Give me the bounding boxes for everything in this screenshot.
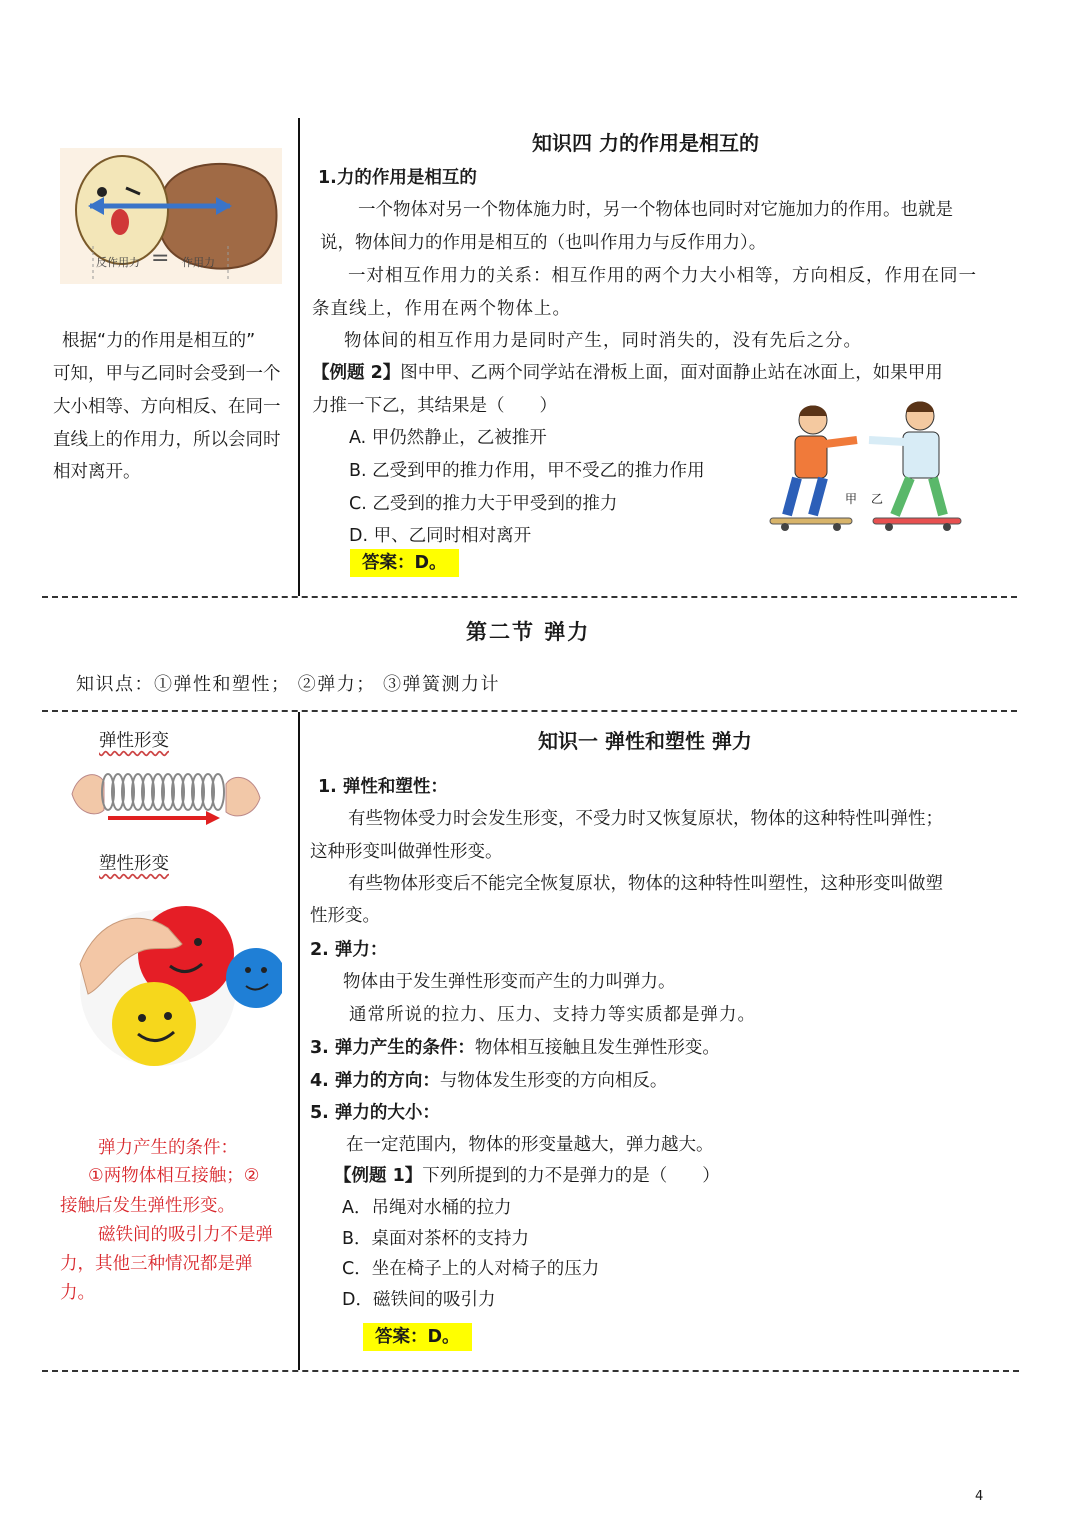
knowledge1-p1-line1: 有些物体受力时会发生形变，不受力时又恢复原状，物体的这种特性叫弹性； (348, 809, 943, 829)
left-note-line-1: 弹力产生的条件： (98, 1138, 238, 1158)
knowledge1-heading-4: 4. 弹力的方向： (310, 1071, 440, 1091)
side-note-line-4: 直线上的作用力，所以会同时 (53, 430, 281, 450)
skateboard-kids-illustration (765, 400, 970, 535)
example1-option-a: A．吊绳对水桶的拉力 (342, 1198, 512, 1218)
side-note-line-5: 相对离开。 (53, 462, 141, 482)
kid-jia-label: 甲 (845, 492, 858, 506)
example2-tag: 【例题 2】 (312, 363, 401, 383)
knowledge1-p3: 物体由于发生弹性形变而产生的力叫弹力。 (343, 972, 676, 992)
knowledge1-heading-5: 5. 弹力的大小： (310, 1103, 440, 1123)
knowledge1-heading-4-row (310, 1069, 667, 1093)
example2-text-line1: 图中甲、乙两个同学站在滑板上面，面对面静止站在冰面上，如果甲用 (400, 363, 943, 383)
squeeze-balls-illustration (78, 898, 282, 1066)
divider-vertical-bottom (298, 712, 300, 1370)
section4-para2-line1: 一对相互作用力的关系：相互作用的两个力大小相等，方向相反，作用在同一 (348, 266, 977, 286)
action-reaction-illustration (60, 148, 282, 284)
knowledge1-p4: 通常所说的拉力、压力、支持力等实质都是弹力。 (349, 1005, 756, 1025)
example2-option-c: C. 乙受到的推力大于甲受到的推力 (349, 494, 618, 514)
example2-text-line2: 力推一下乙，其结果是（ ） (312, 396, 557, 416)
knowledge1-heading-3: 3. 弹力产生的条件： (310, 1038, 475, 1058)
knowledge1-p2-line2: 性形变。 (310, 906, 380, 926)
side-note-line-1: 根据“力的作用是相互的” (62, 331, 256, 351)
example2-answer: 答案：D。 (350, 549, 459, 577)
example1-question (334, 1164, 720, 1188)
divider-vertical-top (298, 118, 300, 596)
left-note-line-4: 磁铁间的吸引力不是弹 (98, 1225, 273, 1245)
example1-text: 下列所提到的力不是弹力的是（ ） (422, 1166, 720, 1186)
left-note-line-6: 力。 (60, 1283, 95, 1303)
knowledge1-p5: 在一定范围内，物体的形变量越大，弹力越大。 (346, 1135, 714, 1155)
example2-option-b: B. 乙受到甲的推力作用，甲不受乙的推力作用 (349, 461, 705, 481)
knowledge-points: 知识点：①弹性和塑性； ②弹力； ③弹簧测力计 (76, 674, 500, 695)
equals-sign: = (151, 246, 170, 271)
left-note-line-3: 接触后发生弹性形变。 (60, 1196, 235, 1216)
action-force-label: 作用力 (182, 256, 215, 269)
knowledge1-heading-2: 2. 弹力： (310, 940, 388, 960)
left-note-line-2: ①两物体相互接触；② (88, 1166, 260, 1186)
section4-heading-1: 1.力的作用是相互的 (318, 168, 477, 188)
chapter-title: 第二节 弹力 (466, 619, 591, 644)
example2-option-d: D. 甲、乙同时相对离开 (349, 526, 532, 546)
section-divider-3 (42, 1370, 1019, 1372)
section4-para2-line2: 条直线上，作用在两个物体上。 (312, 299, 571, 319)
kid-yi-label: 乙 (871, 492, 884, 506)
left-note-line-5: 力，其他三种情况都是弹 (60, 1254, 253, 1274)
plastic-deformation-label: 塑性形变 (99, 854, 169, 874)
example2-question (312, 361, 943, 385)
knowledge1-title: 知识一 弹性和塑性 弹力 (538, 729, 752, 753)
section4-para1-line2: 说，物体间力的作用是相互的（也叫作用力与反作用力）。 (320, 233, 767, 253)
spring-illustration (68, 764, 264, 826)
reaction-force-label: 反作用力 (96, 256, 140, 269)
example1-answer: 答案：D。 (363, 1323, 472, 1351)
side-note-line-3: 大小相等、方向相反、在同一 (53, 397, 281, 417)
page-number: 4 (975, 1489, 984, 1504)
section4-para3: 物体间的相互作用力是同时产生，同时消失的，没有先后之分。 (344, 331, 862, 351)
elastic-deformation-label: 弹性形变 (99, 731, 169, 751)
example1-option-c: C．坐在椅子上的人对椅子的压力 (342, 1259, 600, 1279)
knowledge1-heading-3-row (310, 1036, 720, 1060)
knowledge1-heading-4-text: 与物体发生形变的方向相反。 (439, 1071, 668, 1091)
section-divider-2 (42, 710, 1017, 712)
knowledge1-p2-line1: 有些物体形变后不能完全恢复原状，物体的这种特性叫塑性，这种形变叫做塑 (348, 874, 943, 894)
knowledge1-p1-line2: 这种形变叫做弹性形变。 (310, 842, 503, 862)
section4-title: 知识四 力的作用是相互的 (532, 131, 759, 155)
section-divider-1 (42, 596, 1017, 598)
example1-tag: 【例题 1】 (334, 1166, 423, 1186)
example2-option-a: A. 甲仍然静止，乙被推开 (349, 428, 547, 448)
knowledge1-heading-1: 1. 弹性和塑性： (318, 777, 448, 797)
section4-para1-line1: 一个物体对另一个物体施力时，另一个物体也同时对它施加力的作用。也就是 (358, 200, 953, 220)
knowledge1-heading-3-text: 物体相互接触且发生弹性形变。 (474, 1038, 720, 1058)
example1-option-d: D．磁铁间的吸引力 (342, 1290, 496, 1310)
side-note-line-2: 可知，甲与乙同时会受到一个 (53, 364, 281, 384)
example1-option-b: B．桌面对茶杯的支持力 (342, 1229, 530, 1249)
